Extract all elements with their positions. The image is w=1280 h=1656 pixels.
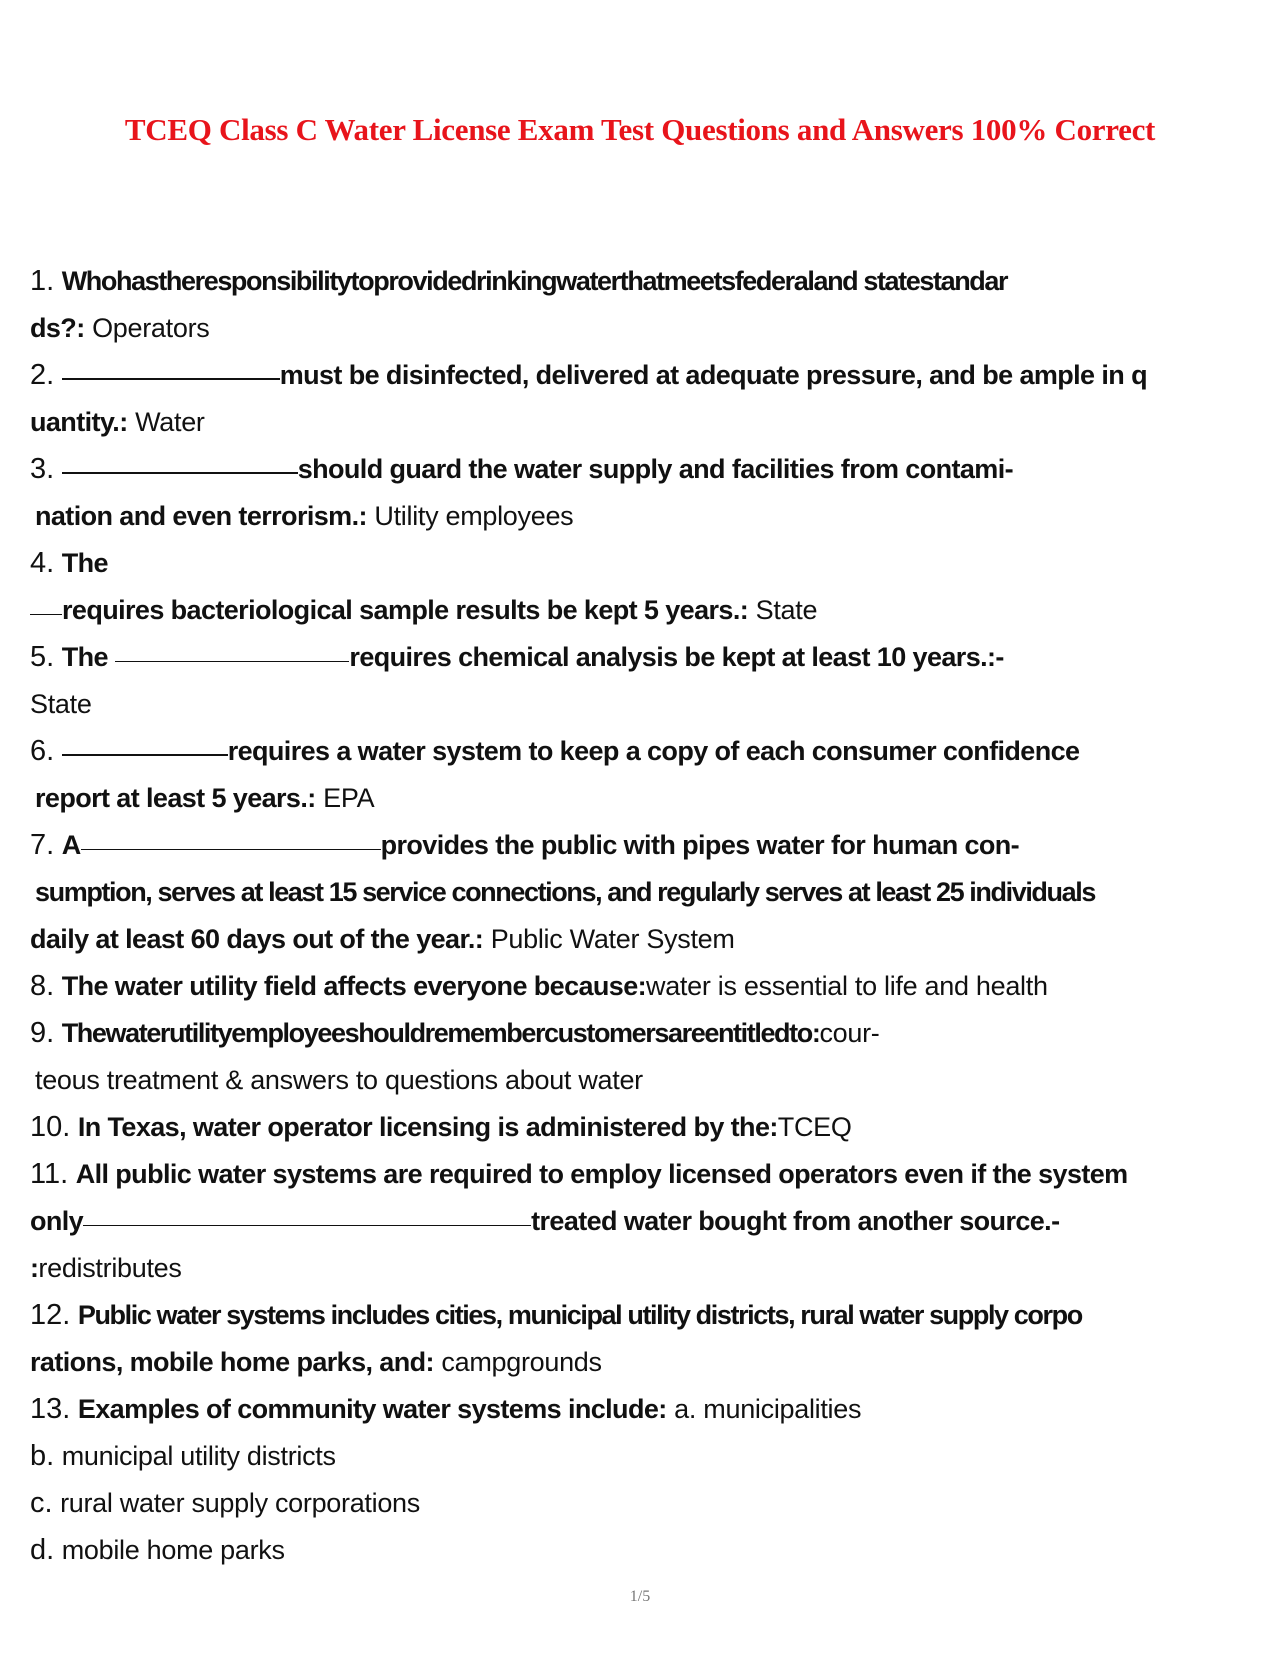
question-text: All public water systems are required to employ licensed operators even if the system: [75, 1159, 1128, 1189]
question-text: The: [61, 548, 108, 578]
list-item: [30, 1386, 1255, 1433]
question-text: A: [61, 830, 81, 860]
list-item-continuation: [30, 587, 1255, 634]
answer-blank: [115, 661, 349, 662]
list-item-continuation: [30, 493, 1255, 540]
question-text: :: [30, 1253, 39, 1283]
item-number: 1.: [30, 265, 55, 297]
question-text: requires bacteriological sample results be kept 5 years.:: [62, 595, 749, 625]
question-text: The water utility field affects everyone because:: [61, 971, 647, 1001]
question-text: Whohastheresponsibilitytoprovidedrinkingwaterthatmeetsfederaland statestandar: [61, 266, 1008, 296]
list-item: [30, 352, 1255, 399]
question-text: ds?:: [30, 313, 85, 343]
item-number: 7.: [30, 829, 55, 861]
question-text: Examples of community water systems include:: [77, 1394, 667, 1424]
sub-item-text: municipal utility districts: [61, 1441, 336, 1471]
list-item: [30, 540, 1255, 587]
question-text: must be disinfected, delivered at adequate pressure, and be ample in q: [279, 360, 1147, 390]
list-item-continuation: [30, 869, 1255, 916]
list-item: [30, 1010, 1255, 1057]
question-text: report at least 5 years.:: [35, 783, 316, 813]
item-number: 8.: [30, 970, 55, 1002]
answer-text: campgrounds: [441, 1347, 602, 1377]
question-text: requires chemical analysis be kept at least 10 years.:-: [349, 642, 1004, 672]
list-item: [30, 1292, 1255, 1339]
answer-blank: [81, 849, 381, 850]
list-item: [30, 822, 1255, 869]
list-item-continuation: [30, 681, 1255, 728]
item-number: 5.: [30, 641, 55, 673]
answer-text: Operators: [92, 313, 210, 343]
answer-text: State: [30, 689, 92, 719]
question-text: Thewaterutilityemployeeshouldremembercustomersareentitledto:: [61, 1018, 820, 1048]
question-text: requires a water system to keep a copy of each consumer confidence: [227, 736, 1080, 766]
answer-blank: [62, 472, 298, 474]
answer-text: redistributes: [38, 1253, 182, 1283]
question-text: provides the public with pipes water for human con-: [380, 830, 1020, 860]
answer-text: TCEQ: [777, 1112, 852, 1142]
list-item: [30, 446, 1255, 493]
question-text: Public water systems includes cities, municipal utility districts, rural water supply corpo: [77, 1300, 1082, 1330]
list-item-continuation: [30, 775, 1255, 822]
sub-item-text: rural water supply corporations: [60, 1488, 420, 1518]
item-number: 3.: [30, 453, 55, 485]
question-text: The: [61, 642, 108, 672]
list-item: [30, 728, 1255, 775]
answer-text: Water: [135, 407, 205, 437]
question-list: [30, 258, 1255, 1574]
answer-text: State: [755, 595, 818, 625]
item-number: 13.: [30, 1393, 71, 1425]
sub-item-letter: c.: [30, 1487, 53, 1519]
list-item: [30, 258, 1255, 305]
answer-text: EPA: [323, 783, 375, 813]
item-number: 2.: [30, 359, 55, 391]
list-item: [30, 1151, 1255, 1198]
list-item-continuation: [30, 916, 1255, 963]
question-text: treated water bought from another source.-: [531, 1206, 1060, 1236]
list-item: [30, 963, 1255, 1010]
list-item-continuation: [30, 399, 1255, 446]
sub-item-letter: b.: [30, 1440, 55, 1472]
question-text: daily at least 60 days out of the year.:: [30, 924, 484, 954]
question-text: should guard the water supply and facilities from contami-: [297, 454, 1014, 484]
question-text: sumption, serves at least 15 service connections, and regularly serves at least 25 individuals: [35, 877, 1095, 907]
item-number: 6.: [30, 735, 55, 767]
list-item-continuation: [30, 1339, 1255, 1386]
question-text: uantity.:: [30, 407, 128, 437]
sub-item-text: mobile home parks: [61, 1535, 285, 1565]
question-text: In Texas, water operator licensing is administered by the:: [77, 1112, 778, 1142]
answer-blank: [83, 1225, 531, 1226]
answer-text: Utility employees: [374, 501, 574, 531]
answer-text: a. municipalities: [674, 1394, 862, 1424]
list-item: [30, 1104, 1255, 1151]
item-number: 9.: [30, 1017, 55, 1049]
list-item-continuation: [30, 305, 1255, 352]
sub-item: [30, 1480, 1255, 1527]
question-text: nation and even terrorism.:: [35, 501, 367, 531]
list-item: [30, 634, 1255, 681]
answer-text: water is essential to life and health: [646, 971, 1048, 1001]
list-item-continuation: [30, 1245, 1255, 1292]
sub-item-letter: d.: [30, 1534, 55, 1566]
item-number: 10.: [30, 1111, 71, 1143]
page-title: TCEQ Class C Water License Exam Test Questions and Answers 100% Correct: [124, 112, 1156, 147]
question-text: rations, mobile home parks, and:: [30, 1347, 434, 1377]
answer-blank: [62, 378, 280, 380]
answer-text: Public Water System: [490, 924, 735, 954]
sub-item: [30, 1527, 1255, 1574]
answer-blank: [30, 614, 62, 615]
sub-item: [30, 1433, 1255, 1480]
answer-blank: [62, 754, 228, 756]
item-number: 4.: [30, 547, 55, 579]
list-item-continuation: [30, 1198, 1255, 1245]
question-text: only: [30, 1206, 84, 1236]
item-number: 12.: [30, 1299, 71, 1331]
page-number: 1/5: [629, 1588, 651, 1605]
answer-text: teous treatment & answers to questions about water: [35, 1065, 643, 1095]
answer-text: cour-: [819, 1018, 880, 1048]
item-number: 11.: [30, 1158, 69, 1190]
list-item-continuation: [30, 1057, 1255, 1104]
